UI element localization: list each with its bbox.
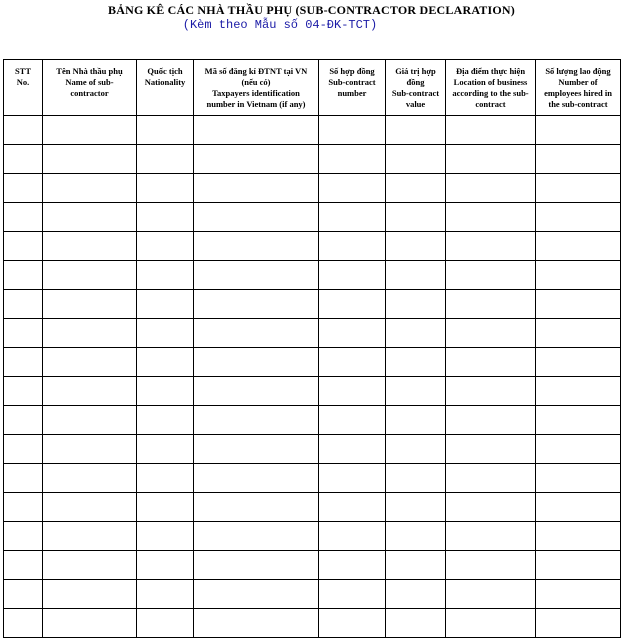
table-cell	[194, 174, 319, 203]
table-cell	[536, 493, 621, 522]
table-cell	[536, 348, 621, 377]
table-cell	[194, 232, 319, 261]
table-row	[4, 493, 621, 522]
header-line: Giá trị hợp	[395, 66, 436, 76]
table-cell	[386, 319, 446, 348]
table-cell	[43, 145, 137, 174]
table-cell	[4, 580, 43, 609]
header-line: the sub-contract	[548, 99, 608, 109]
table-cell	[4, 348, 43, 377]
header-line: number in Vietnam (if any)	[206, 99, 306, 109]
table-cell	[4, 377, 43, 406]
table-cell	[137, 145, 194, 174]
table-row	[4, 174, 621, 203]
table-cell	[137, 580, 194, 609]
header-contract-value	[386, 60, 446, 116]
table-cell	[4, 435, 43, 464]
table-cell	[319, 319, 386, 348]
table-row	[4, 551, 621, 580]
table-cell	[43, 348, 137, 377]
table-row	[4, 435, 621, 464]
table-cell	[536, 319, 621, 348]
table-cell	[446, 377, 536, 406]
table-cell	[4, 145, 43, 174]
table-cell	[319, 493, 386, 522]
table-row	[4, 261, 621, 290]
table-cell	[194, 203, 319, 232]
table-cell	[137, 348, 194, 377]
header-line: đồng	[406, 77, 425, 87]
header-line: Name of sub-	[65, 77, 114, 87]
table-cell	[194, 406, 319, 435]
table-cell	[536, 232, 621, 261]
table-cell	[194, 464, 319, 493]
header-subcontractor-name	[43, 60, 137, 116]
table-cell	[43, 464, 137, 493]
table-cell	[137, 174, 194, 203]
table-cell	[194, 348, 319, 377]
header-nationality	[137, 60, 194, 116]
table-cell	[43, 377, 137, 406]
table-cell	[319, 116, 386, 145]
header-line: Số lượng lao động	[545, 66, 611, 76]
table-cell	[43, 551, 137, 580]
table-cell	[43, 203, 137, 232]
table-cell	[386, 145, 446, 174]
table-row	[4, 290, 621, 319]
header-line: contractor	[70, 88, 109, 98]
table-cell	[194, 493, 319, 522]
header-line: employees hired in	[544, 88, 612, 98]
table-cell	[4, 406, 43, 435]
table-cell	[194, 609, 319, 638]
table-cell	[137, 464, 194, 493]
table-cell	[137, 116, 194, 145]
table-cell	[194, 435, 319, 464]
table-row	[4, 232, 621, 261]
table-cell	[536, 435, 621, 464]
table-cell	[137, 232, 194, 261]
table-cell	[137, 319, 194, 348]
table-cell	[319, 464, 386, 493]
header-line: Địa điểm thực hiện	[455, 66, 526, 76]
table-cell	[43, 493, 137, 522]
table-cell	[319, 406, 386, 435]
table-cell	[319, 348, 386, 377]
table-cell	[446, 522, 536, 551]
table-cell	[43, 174, 137, 203]
table-cell	[4, 116, 43, 145]
table-row	[4, 464, 621, 493]
table-cell	[137, 522, 194, 551]
table-row	[4, 319, 621, 348]
table-cell	[43, 116, 137, 145]
table-cell	[194, 551, 319, 580]
header-contract-number	[319, 60, 386, 116]
table-cell	[386, 464, 446, 493]
header-business-location	[446, 60, 536, 116]
table-cell	[137, 435, 194, 464]
table-cell	[536, 406, 621, 435]
table-cell	[319, 551, 386, 580]
table-cell	[194, 377, 319, 406]
table-cell	[536, 377, 621, 406]
table-cell	[319, 261, 386, 290]
header-line: Tên Nhà thầu phụ	[56, 66, 123, 76]
table-cell	[386, 174, 446, 203]
table-cell	[43, 261, 137, 290]
table-cell	[386, 580, 446, 609]
table-cell	[137, 551, 194, 580]
table-row	[4, 145, 621, 174]
table-cell	[386, 116, 446, 145]
table-cell	[536, 580, 621, 609]
table-cell	[319, 580, 386, 609]
table-cell	[386, 232, 446, 261]
table-cell	[386, 348, 446, 377]
subcontractor-table	[3, 59, 621, 638]
table-cell	[319, 609, 386, 638]
table-cell	[446, 232, 536, 261]
table-cell	[4, 609, 43, 638]
table-cell	[4, 493, 43, 522]
table-cell	[137, 261, 194, 290]
table-cell	[43, 319, 137, 348]
table-cell	[43, 406, 137, 435]
table-cell	[4, 551, 43, 580]
table-cell	[194, 522, 319, 551]
table-cell	[4, 232, 43, 261]
header-line: contract	[475, 99, 506, 109]
table-cell	[43, 435, 137, 464]
table-cell	[536, 174, 621, 203]
table-row	[4, 522, 621, 551]
table-row	[4, 377, 621, 406]
header-line: Number of	[558, 77, 598, 87]
table-cell	[536, 464, 621, 493]
table-cell	[386, 609, 446, 638]
table-cell	[319, 174, 386, 203]
table-cell	[319, 522, 386, 551]
header-line: Số hợp đồng	[329, 66, 375, 76]
table-cell	[319, 203, 386, 232]
table-cell	[43, 522, 137, 551]
table-cell	[386, 261, 446, 290]
table-cell	[536, 203, 621, 232]
header-line: Mã số đăng kí ĐTNT tại VN	[204, 66, 308, 76]
table-cell	[137, 493, 194, 522]
table-cell	[319, 435, 386, 464]
header-line: Location of business	[453, 77, 528, 87]
table-cell	[446, 290, 536, 319]
table-cell	[319, 145, 386, 174]
table-cell	[137, 609, 194, 638]
table-row	[4, 406, 621, 435]
table-cell	[137, 203, 194, 232]
table-cell	[446, 348, 536, 377]
table-cell	[43, 290, 137, 319]
table-cell	[319, 232, 386, 261]
table-cell	[319, 377, 386, 406]
table-cell	[386, 493, 446, 522]
table-cell	[43, 609, 137, 638]
document-subtitle: (Kèm theo Mẫu số 04-ĐK-TCT)	[182, 18, 378, 32]
table-row	[4, 348, 621, 377]
table-cell	[446, 493, 536, 522]
table-cell	[536, 261, 621, 290]
header-line: value	[405, 99, 426, 109]
table-cell	[194, 145, 319, 174]
table-cell	[137, 406, 194, 435]
header-line: Nationality	[144, 77, 186, 87]
table-cell	[446, 319, 536, 348]
table-cell	[536, 609, 621, 638]
table-cell	[536, 522, 621, 551]
table-cell	[536, 290, 621, 319]
header-line: STT	[14, 66, 32, 76]
table-cell	[137, 377, 194, 406]
table-cell	[386, 435, 446, 464]
header-tax-id	[194, 60, 319, 116]
table-header-row	[4, 60, 621, 116]
table-cell	[386, 406, 446, 435]
table-row	[4, 609, 621, 638]
table-cell	[386, 290, 446, 319]
table-cell	[446, 464, 536, 493]
table-cell	[194, 580, 319, 609]
table-cell	[536, 116, 621, 145]
header-line: Taxpayers identification	[212, 88, 300, 98]
table-cell	[194, 261, 319, 290]
table-cell	[446, 145, 536, 174]
table-row	[4, 116, 621, 145]
header-line: Quốc tịch	[147, 66, 183, 76]
header-employee-count	[536, 60, 621, 116]
header-line: Sub-contract	[328, 77, 376, 87]
table-cell	[194, 319, 319, 348]
table-cell	[4, 522, 43, 551]
table-cell	[4, 290, 43, 319]
table-body	[4, 116, 621, 638]
table-cell	[446, 203, 536, 232]
table-cell	[536, 145, 621, 174]
table-cell	[446, 580, 536, 609]
table-cell	[446, 174, 536, 203]
table-cell	[446, 406, 536, 435]
table-cell	[536, 551, 621, 580]
table-cell	[446, 609, 536, 638]
table-cell	[4, 261, 43, 290]
table-cell	[4, 174, 43, 203]
table-cell	[386, 551, 446, 580]
table-cell	[4, 319, 43, 348]
header-line: according to the sub-	[452, 88, 529, 98]
table-cell	[194, 290, 319, 319]
table-cell	[446, 551, 536, 580]
table-cell	[4, 203, 43, 232]
table-cell	[386, 522, 446, 551]
table-cell	[319, 290, 386, 319]
table-cell	[194, 116, 319, 145]
table-cell	[43, 232, 137, 261]
document-title: BẢNG KÊ CÁC NHÀ THẦU PHỤ (SUB-CONTRACTOR DECLARATION)	[108, 3, 515, 17]
table-cell	[386, 377, 446, 406]
table-cell	[446, 435, 536, 464]
header-line: (nếu có)	[241, 77, 271, 87]
header-line: number	[337, 88, 367, 98]
table-cell	[137, 290, 194, 319]
table-cell	[446, 261, 536, 290]
table-cell	[386, 203, 446, 232]
header-line: Sub-contract	[391, 88, 440, 98]
table-row	[4, 580, 621, 609]
header-stt	[4, 60, 43, 116]
table-cell	[446, 116, 536, 145]
table-cell	[4, 464, 43, 493]
header-line: No.	[16, 77, 30, 87]
table-cell	[43, 580, 137, 609]
table-row	[4, 203, 621, 232]
